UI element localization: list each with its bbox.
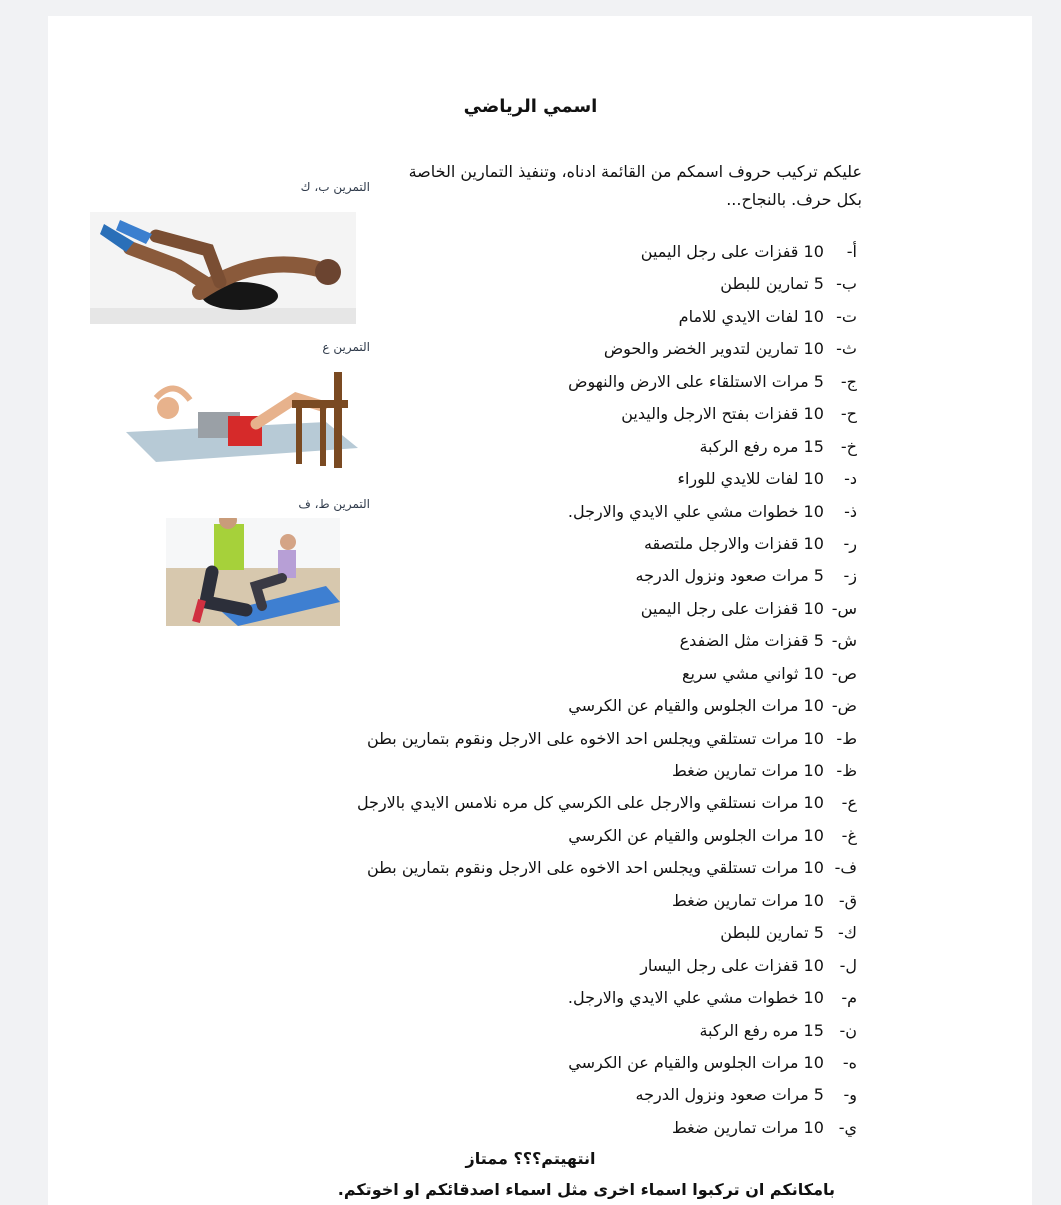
list-item [217,1079,857,1111]
item-text: 10 قفزات والارجل ملتصقه [643,533,824,553]
item-text: 15 مره رفع الركبة [699,436,824,456]
item-letter: ز- [843,566,857,586]
item-text: 10 مرات تمارين ضغط [671,761,824,780]
item-text: 10 تمارين لتدوير الخضر والحوض [603,339,824,359]
list-item [217,333,857,365]
list-item [217,463,857,495]
item-letter: ف- [834,858,857,878]
item-text: 5 قفزات مثل الضفدع [679,631,824,651]
item-letter: ث- [836,339,857,359]
list-item [217,593,857,625]
list-item [217,885,857,917]
closing-line1: انتهيتم؟؟؟ ممتاز [465,1149,596,1168]
closing-line2: بامكانكم ان تركبوا اسماء اخرى مثل اسماء اصدقائكم او اخوتكم. [337,1180,835,1199]
item-text: 5 مرات صعود ونزول الدرجه [635,566,824,586]
item-text: 10 قفزات على رجل اليسار [640,955,824,975]
list-item [217,1112,857,1144]
item-text: 10 مرات نستلقي والارجل على الكرسي كل مره نلامس الايدي بالارجل [356,793,824,813]
item-letter: أ- [846,242,857,261]
caption-fig2: التمرين ع [322,340,370,354]
page-title: اسمي الرياضي [463,96,598,117]
item-text: 5 تمارين للبطن [720,274,824,294]
list-item [217,268,857,300]
item-letter: م- [841,988,857,1008]
intro-paragraph: عليكم تركيب حروف اسمكم من القائمة ادناه، وتنفيذ التمارين الخاصة بكل حرف. بالنجاح... [408,162,862,209]
item-text: 10 لفات الايدي للامام [678,306,824,326]
item-letter: ك- [838,923,857,943]
item-text: 5 تمارين للبطن [720,923,824,943]
list-item [217,236,857,268]
item-letter: ض- [831,696,857,716]
item-letter: ط- [836,728,857,748]
item-letter: ل- [839,955,857,975]
list-item [217,787,857,819]
list-item [217,1047,857,1079]
list-item [217,560,857,592]
caption-fig3: التمرين ط، ف [298,497,370,511]
item-letter: ح- [840,404,857,424]
item-text: 15 مره رفع الركبة [699,1020,824,1040]
item-letter: ع- [841,793,857,813]
item-letter: خ- [840,436,857,456]
item-text: 10 قفزات بفتح الارجل واليدين [621,404,824,424]
list-item [217,852,857,884]
caption-fig1: التمرين ب، ك [300,180,370,194]
item-text: 10 مرات تمارين ضغط [671,890,824,910]
item-text: 10 مرات الجلوس والقيام عن الكرسي [568,1052,824,1072]
item-letter: ن- [839,1020,857,1040]
item-text: 5 مرات صعود ونزول الدرجه [635,1085,824,1105]
item-text: 10 مرات تستلقي ويجلس احد الاخوه على الارجل ونقوم بتمارين بطن [367,858,824,878]
list-item [217,950,857,982]
item-letter: و- [843,1085,857,1105]
list-item [217,496,857,528]
item-letter: ق- [838,890,857,910]
exercise-list [217,236,857,1144]
item-text: 10 قفزات على رجل اليمين [640,242,824,261]
item-letter: ه- [842,1052,857,1072]
item-letter: ب- [836,274,857,294]
list-item [217,431,857,463]
item-letter: ظ- [836,761,857,780]
list-item [217,366,857,398]
list-item [217,301,857,333]
item-text: 5 مرات الاستلقاء على الارض والنهوض [568,371,824,391]
item-text: 10 ثواني مشي سريع [681,663,824,683]
item-letter: س- [831,598,857,618]
item-letter: د- [844,469,857,489]
item-text: 10 قفزات على رجل اليمين [640,598,824,618]
list-item [217,820,857,852]
item-letter: ي- [838,1117,857,1137]
list-item [217,982,857,1014]
list-item [217,917,857,949]
item-letter: ش- [831,631,857,651]
item-text: 10 خطوات مشي علي الايدي والارجل. [567,988,824,1008]
list-item [217,658,857,690]
item-letter: ت- [836,306,857,326]
item-letter: ص- [831,663,857,683]
item-letter: غ- [841,825,857,845]
item-text: 10 مرات الجلوس والقيام عن الكرسي [568,696,824,716]
list-item [217,398,857,430]
list-item [217,723,857,755]
item-text: 10 مرات تستلقي ويجلس احد الاخوه على الارجل ونقوم بتمارين بطن [367,728,824,748]
item-letter: ج- [840,371,857,391]
list-item [217,1015,857,1047]
list-item [217,755,857,787]
item-letter: ر- [843,533,857,553]
item-text: 10 مرات الجلوس والقيام عن الكرسي [568,825,824,845]
item-text: 10 لفات للايدي للوراء [677,469,824,489]
item-text: 10 مرات تمارين ضغط [671,1117,824,1137]
item-letter: ذ- [844,501,857,521]
list-item [217,528,857,560]
item-text: 10 خطوات مشي علي الايدي والارجل. [567,501,824,521]
list-item [217,690,857,722]
list-item [217,625,857,657]
